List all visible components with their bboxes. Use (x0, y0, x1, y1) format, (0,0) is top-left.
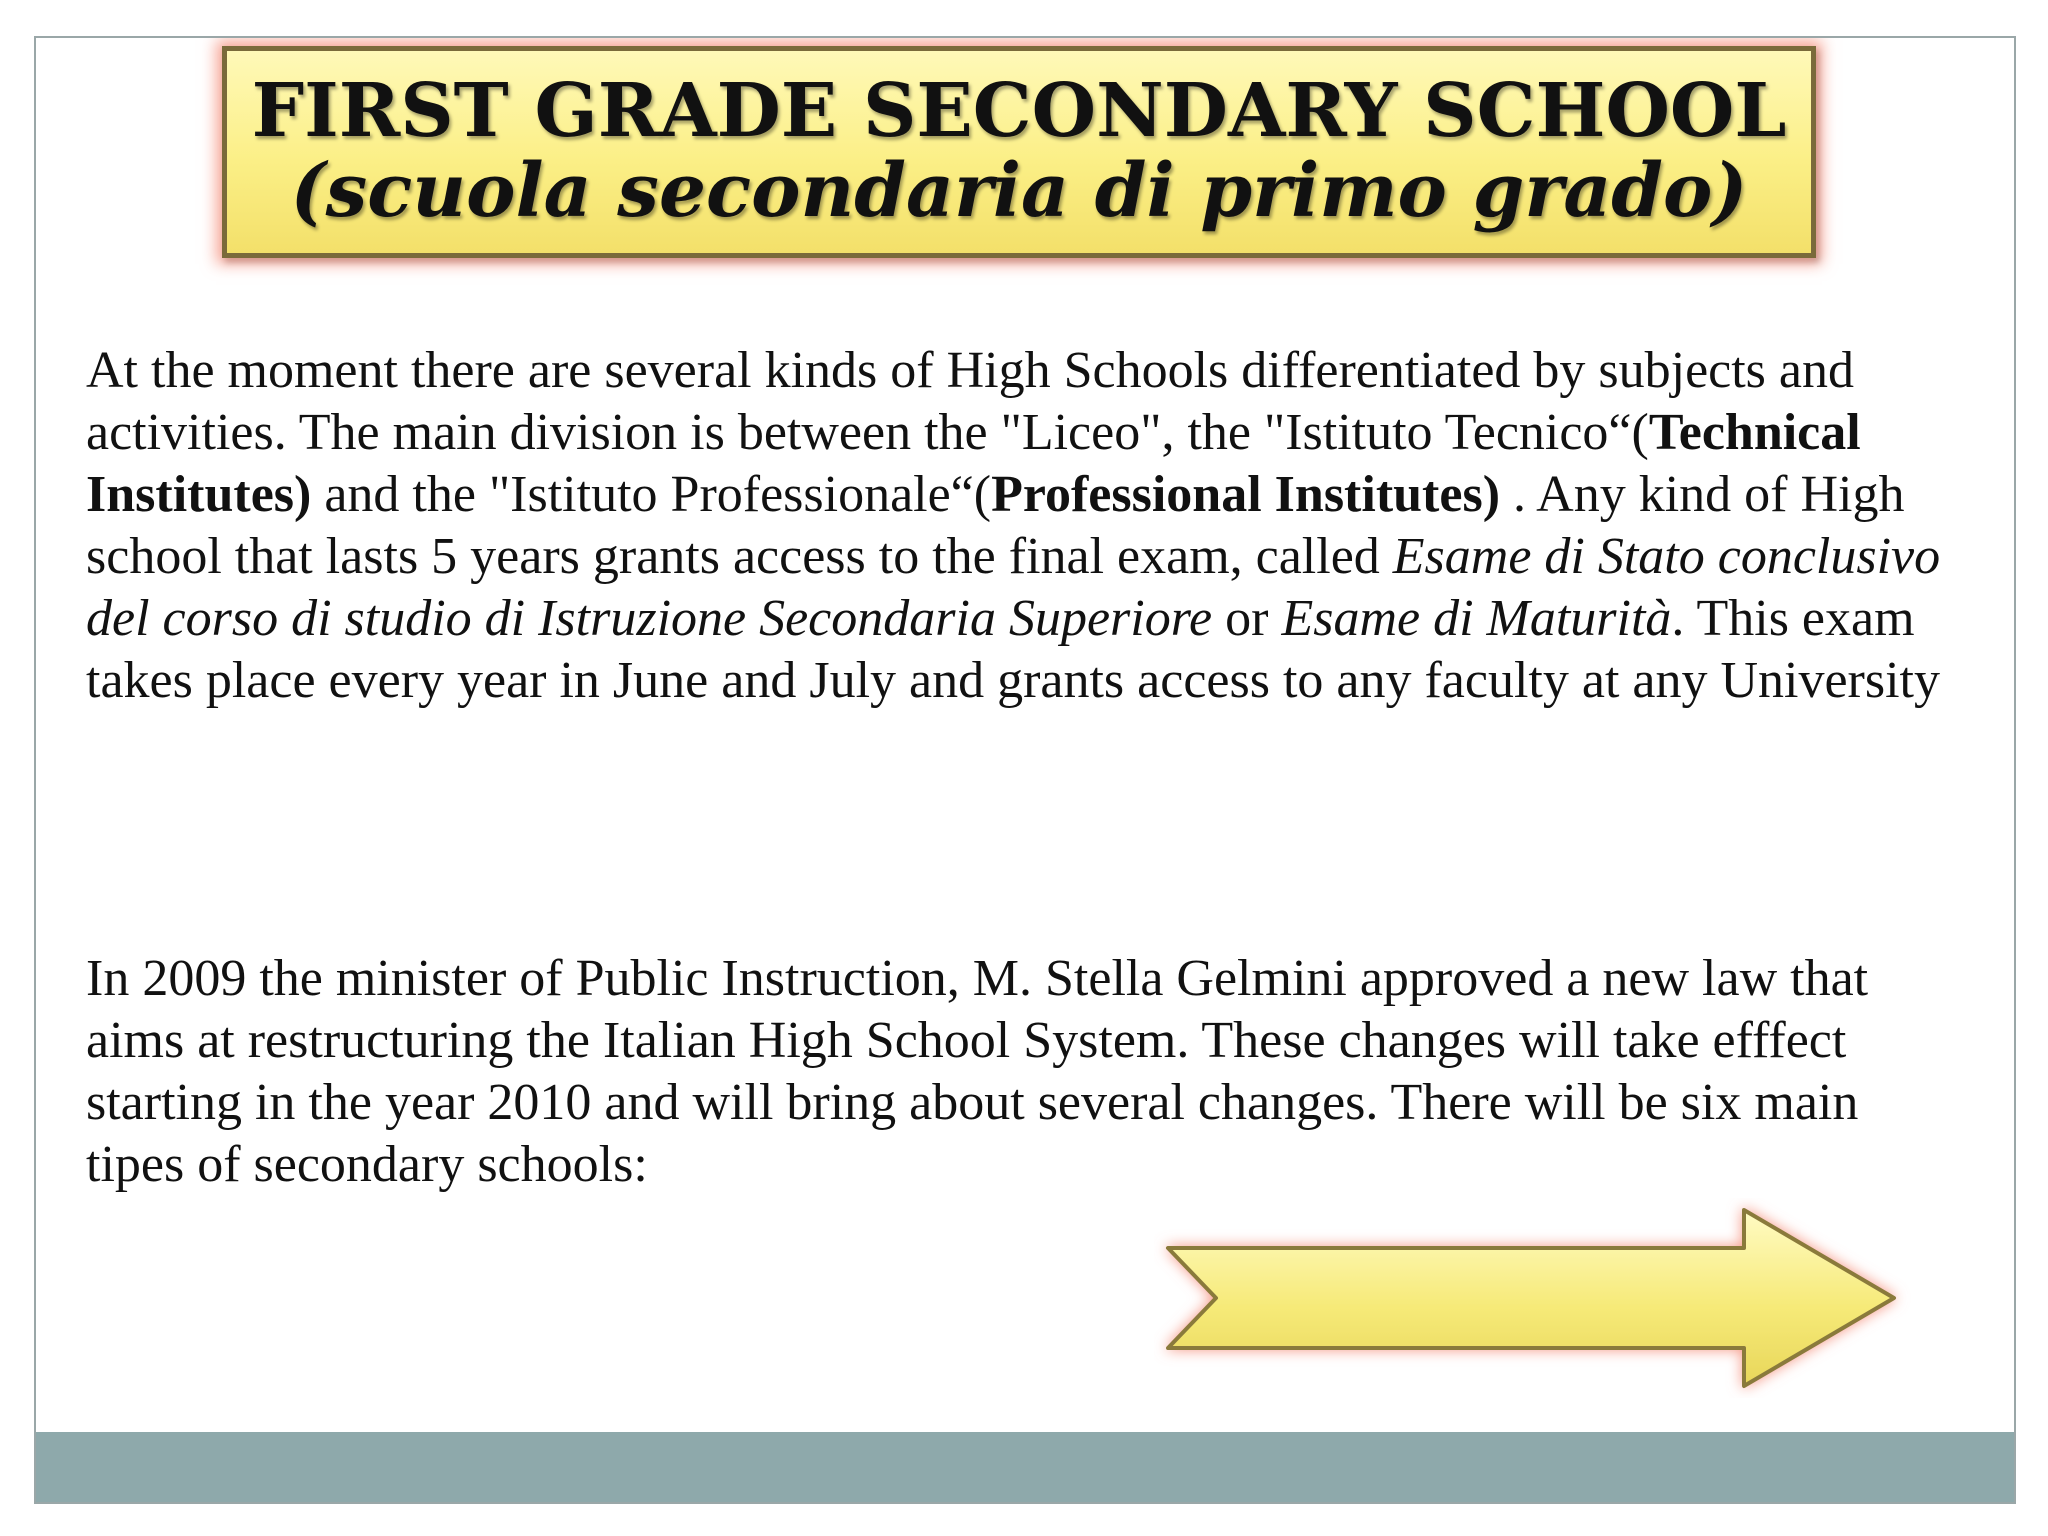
slide (34, 36, 2016, 1504)
reform-paragraph: In 2009 the minister of Public Instruction, M. Stella Gelmini approved a new law that aims at restructuring the Italian High School System. These changes will take efffect starting in the year 2010 and will bring about several changes. There will be six main tipes of secondary schools: (86, 950, 1869, 1193)
intro-paragraph (86, 340, 1966, 712)
title-box (222, 46, 1816, 258)
page-subtitle: (scuola secondaria di primo grado) (290, 148, 1748, 234)
text-run: At the moment there are several kinds of High Schools differentiated by subjects and activities. The main division is between the "Liceo", the "Istituto Tecnico“( (86, 342, 1854, 461)
right-arrow-icon[interactable] (1154, 1198, 1914, 1398)
bold-term-professional: Professional Institutes) (991, 466, 1501, 523)
footer-bar (36, 1432, 2014, 1502)
text-run: . This exam takes place every year in June and July and grants access to any faculty at any University (86, 590, 1940, 709)
italic-term-exam: Esame di Stato conclusivo del corso di studio di Istruzione Secondaria Superiore (86, 528, 1941, 647)
italic-term-maturita: Esame di Maturità (1281, 590, 1672, 647)
page-title: FIRST GRADE SECONDARY SCHOOL (251, 68, 1787, 155)
text-run: and the "Istituto Professionale“( (311, 466, 992, 523)
bold-term-technical: Technical Institutes) (86, 404, 1861, 523)
text-run: or (1212, 590, 1282, 647)
text-run: . Any kind of High school that lasts 5 years grants access to the final exam, called (86, 466, 1905, 585)
